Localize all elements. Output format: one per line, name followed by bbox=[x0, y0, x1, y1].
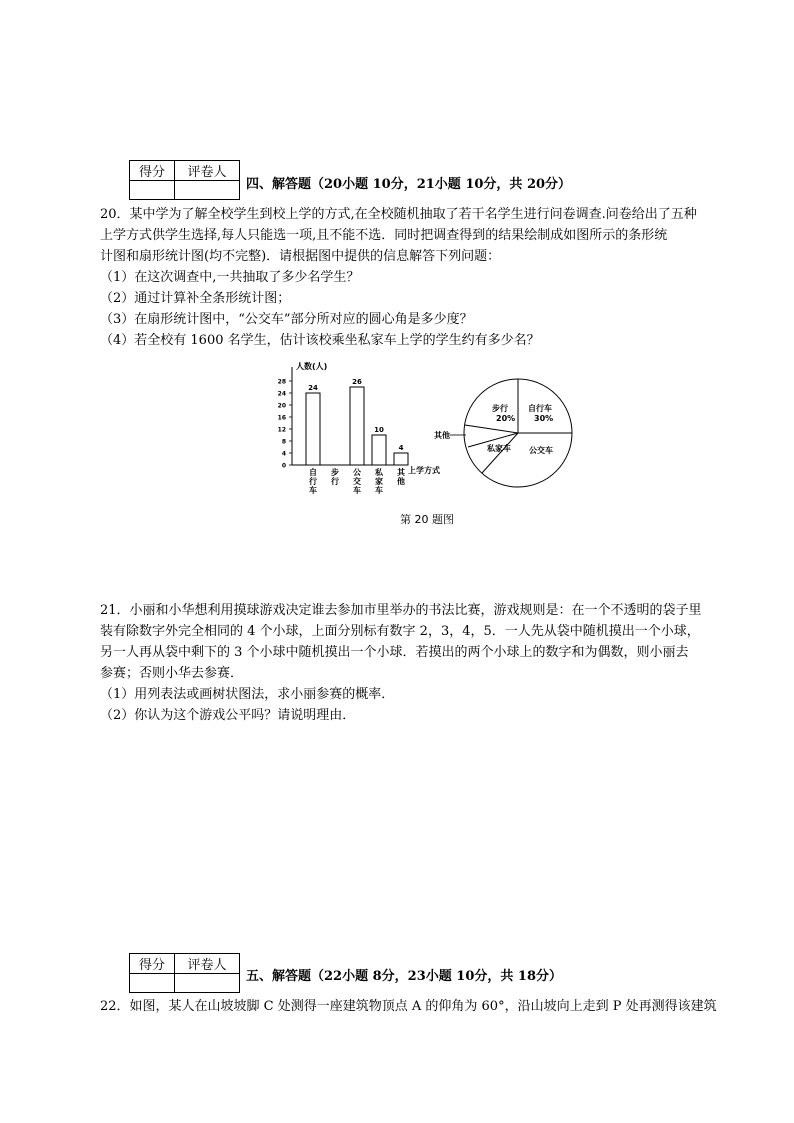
category-label: 他 bbox=[397, 477, 405, 486]
bar-data-label: 10 bbox=[374, 426, 384, 434]
pie-label-car: 私家车 bbox=[487, 444, 511, 453]
pie-divider bbox=[482, 433, 518, 473]
category-label: 交 bbox=[353, 477, 361, 486]
question-20 bbox=[100, 204, 697, 351]
category-label: 步 bbox=[331, 468, 339, 477]
pie-label-bus: 公交车 bbox=[529, 446, 553, 455]
category-label: 其 bbox=[397, 468, 405, 477]
q20-line: （2）通过计算补全条形统计图； bbox=[100, 291, 291, 306]
y-tick-label: 4 bbox=[281, 450, 286, 458]
q21-line: 参赛；否则小华去参赛． bbox=[100, 666, 244, 681]
grader-header: 评卷人 bbox=[175, 161, 240, 181]
pie-divider bbox=[465, 425, 518, 433]
bar-data-label: 4 bbox=[398, 444, 404, 452]
y-tick-label: 0 bbox=[281, 462, 286, 470]
y-tick-label: 24 bbox=[277, 390, 286, 398]
bar bbox=[306, 393, 320, 465]
score-header: 得分 bbox=[130, 161, 175, 181]
q20-line: （3）在扇形统计图中，“公交车”部分所对应的圆心角是多少度？ bbox=[100, 312, 473, 327]
bar bbox=[372, 435, 386, 465]
bar-chart bbox=[278, 361, 440, 495]
q20-line: 计图和扇形统计图(均不完整)．请根据图中提供的信息解答下列问题： bbox=[100, 249, 501, 264]
y-tick-label: 8 bbox=[281, 438, 286, 446]
question-21 bbox=[100, 600, 702, 726]
pie-value-bicycle: 30% bbox=[534, 414, 554, 423]
score-cell[interactable] bbox=[130, 181, 175, 200]
category-label: 车 bbox=[375, 486, 383, 495]
pie-label-walk: 步行 bbox=[492, 404, 508, 413]
q21-line: 21．小丽和小华想利用摸球游戏决定谁去参加市里举办的书法比赛，游戏规则是：在一个不透明的袋子里 bbox=[100, 603, 702, 618]
pie-value-walk: 20% bbox=[496, 414, 516, 423]
q20-line: 20．某中学为了解全校学生到校上学的方式,在全校随机抽取了若干名学生进行问卷调查.问卷给出了五种 bbox=[100, 207, 697, 222]
y-tick-label: 28 bbox=[277, 378, 286, 386]
score-table-section4 bbox=[129, 160, 240, 200]
category-label: 行 bbox=[331, 477, 339, 486]
q21-line: 装有除数字外完全相同的 4 个小球，上面分别标有数字 2，3，4，5．一人先从袋中随机摸出一个小球， bbox=[100, 624, 700, 639]
section5-title: 五、解答题（22小题 8分，23小题 10分，共 18分） bbox=[246, 969, 562, 984]
q21-line: （2）你认为这个游戏公平吗？请说明理由． bbox=[100, 708, 356, 723]
bar bbox=[350, 387, 364, 465]
category-label: 私 bbox=[375, 468, 383, 477]
score-table-section5 bbox=[129, 953, 240, 993]
pie-label-other: 其他 bbox=[434, 431, 450, 440]
y-tick-label: 12 bbox=[277, 426, 286, 434]
category-label: 车 bbox=[353, 486, 361, 495]
bar bbox=[394, 453, 408, 465]
q20-line: （1）在这次调查中,一共抽取了多少名学生？ bbox=[100, 270, 360, 285]
category-label: 自 bbox=[309, 468, 317, 477]
q20-line: （4）若全校有 1600 名学生，估计该校乘坐私家车上学的学生约有多少名？ bbox=[100, 333, 540, 348]
q21-line: （1）用列表法或画树状图法，求小丽参赛的概率． bbox=[100, 687, 395, 702]
score-cell[interactable] bbox=[130, 974, 175, 993]
q20-figure bbox=[270, 355, 590, 505]
grader-cell[interactable] bbox=[175, 974, 240, 993]
grader-cell[interactable] bbox=[175, 181, 240, 200]
bar-data-label: 26 bbox=[352, 378, 362, 386]
category-label: 行 bbox=[309, 477, 317, 486]
category-label: 家 bbox=[375, 477, 383, 486]
pie-label-bicycle: 自行车 bbox=[528, 404, 552, 413]
pie-chart bbox=[434, 379, 572, 487]
section4-title: 四、解答题（20小题 10分，21小题 10分，共 20分） bbox=[246, 177, 572, 192]
score-header: 得分 bbox=[130, 954, 175, 974]
x-axis-label: 上学方式 bbox=[408, 466, 440, 475]
bar-data-label: 24 bbox=[308, 384, 318, 392]
y-axis-label: 人数(人) bbox=[296, 362, 328, 371]
question-22: 22．如图，某人在山坡坡脚 C 处测得一座建筑物顶点 A 的仰角为 60°，沿山坡向上走到 P 处再测得该建筑 bbox=[100, 999, 717, 1014]
grader-header: 评卷人 bbox=[175, 954, 240, 974]
y-tick-label: 16 bbox=[277, 414, 286, 422]
category-label: 公 bbox=[353, 468, 361, 477]
y-tick-label: 20 bbox=[277, 402, 286, 410]
figure-caption: 第 20 题图 bbox=[400, 513, 454, 526]
category-label: 车 bbox=[309, 486, 317, 495]
q20-line: 上学方式供学生选择,每人只能选一项,且不能不选．同时把调查得到的结果绘制成如图所示的条形统 bbox=[100, 228, 668, 243]
q21-line: 另一人再从袋中剩下的 3 个小球中随机摸出一个小球．若摸出的两个小球上的数字和为偶数，则小丽去 bbox=[100, 645, 689, 660]
